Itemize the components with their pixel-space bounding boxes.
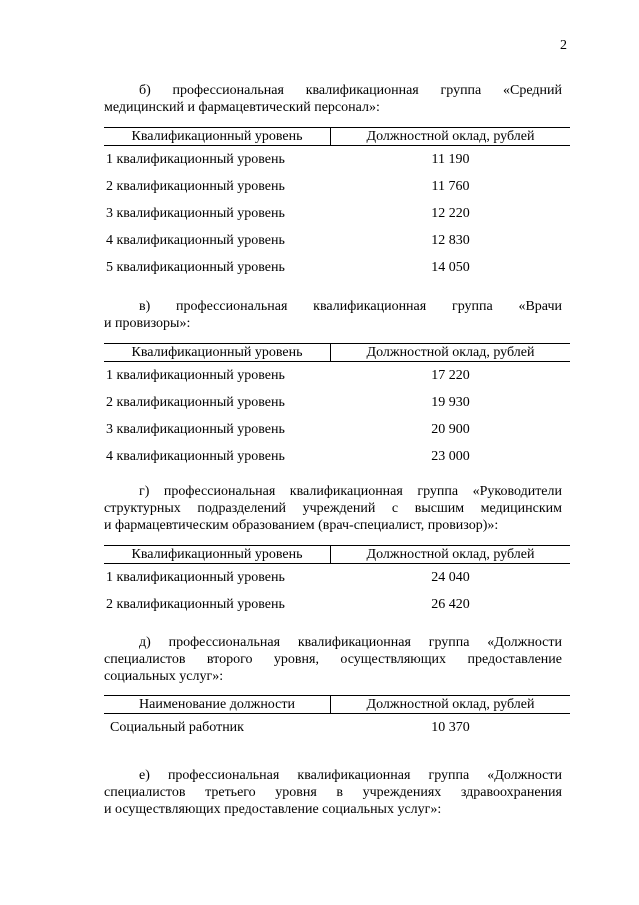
paragraph-line: и осуществляющих предоставление социальных услуг»: — [104, 802, 442, 817]
row-salary: 19 930 — [431, 395, 470, 410]
row-salary: 14 050 — [431, 260, 470, 275]
header-salary: Должностной оклад, рублей — [366, 697, 535, 712]
row-level: 4 квалификационный уровень — [106, 449, 285, 464]
row-salary: 17 220 — [431, 368, 470, 383]
table-row — [104, 591, 570, 618]
table-header — [104, 127, 570, 146]
paragraph-line: социальных услуг»: — [104, 669, 224, 684]
table-row — [104, 564, 570, 591]
paragraph-line: б) профессиональная квалификационная группа «Средний — [139, 83, 562, 98]
row-salary: 10 370 — [431, 720, 470, 735]
row-salary: 23 000 — [431, 449, 470, 464]
table-row — [104, 173, 570, 200]
table-row — [104, 443, 570, 470]
header-salary: Должностной оклад, рублей — [366, 547, 535, 562]
row-level: 1 квалификационный уровень — [106, 152, 285, 167]
header-qualification-level: Квалификационный уровень — [131, 129, 303, 144]
paragraph-e — [104, 767, 562, 818]
row-salary: 12 830 — [431, 233, 470, 248]
table-row — [104, 146, 570, 173]
row-salary: 26 420 — [431, 597, 470, 612]
row-level: 1 квалификационный уровень — [106, 570, 285, 585]
row-level: 3 квалификационный уровень — [106, 206, 285, 221]
row-salary: 12 220 — [431, 206, 470, 221]
header-qualification-level: Квалификационный уровень — [131, 547, 303, 562]
paragraph-line: и провизоры»: — [104, 316, 191, 331]
paragraph-line: е) профессиональная квалификационная группа «Должности — [139, 768, 562, 783]
row-level: 2 квалификационный уровень — [106, 395, 285, 410]
paragraph-b — [104, 82, 562, 116]
table-row — [104, 227, 570, 254]
row-level: 2 квалификационный уровень — [106, 597, 285, 612]
paragraph-line: г) профессиональная квалификационная группа «Руководители — [139, 484, 562, 499]
table-row — [104, 254, 570, 281]
row-level: 2 квалификационный уровень — [106, 179, 285, 194]
table-row — [104, 200, 570, 227]
table-row — [104, 416, 570, 443]
header-salary: Должностной оклад, рублей — [366, 345, 535, 360]
row-salary: 20 900 — [431, 422, 470, 437]
table-row — [104, 389, 570, 416]
table-header — [104, 545, 570, 564]
row-salary: 24 040 — [431, 570, 470, 585]
page-number: 2 — [560, 38, 567, 53]
row-level: 1 квалификационный уровень — [106, 368, 285, 383]
table-g — [104, 545, 570, 618]
table-header — [104, 695, 570, 714]
paragraph-g — [104, 483, 562, 534]
row-level: 5 квалификационный уровень — [106, 260, 285, 275]
row-position: Социальный работник — [110, 720, 244, 735]
row-level: 4 квалификационный уровень — [106, 233, 285, 248]
table-v — [104, 343, 570, 470]
paragraph-line: специалистов второго уровня, осуществляющих предоставление — [104, 652, 562, 667]
row-level: 3 квалификационный уровень — [106, 422, 285, 437]
table-b — [104, 127, 570, 281]
header-qualification-level: Квалификационный уровень — [131, 345, 303, 360]
paragraph-line: в) профессиональная квалификационная группа «Врачи — [139, 299, 562, 314]
row-salary: 11 190 — [431, 152, 470, 167]
paragraph-line: и фармацевтическим образованием (врач-специалист, провизор)»: — [104, 518, 499, 533]
header-position-name: Наименование должности — [139, 697, 295, 712]
paragraph-line: специалистов третьего уровня в учреждениях здравоохранения — [104, 785, 562, 800]
paragraph-line: медицинский и фармацевтический персонал»: — [104, 100, 380, 115]
table-header — [104, 343, 570, 362]
paragraph-line: д) профессиональная квалификационная группа «Должности — [139, 635, 562, 650]
table-row — [104, 714, 570, 741]
table-row — [104, 362, 570, 389]
paragraph-line: структурных подразделений учреждений с высшим медицинским — [104, 501, 562, 516]
table-d — [104, 695, 570, 741]
header-salary: Должностной оклад, рублей — [366, 129, 535, 144]
row-salary: 11 760 — [431, 179, 470, 194]
paragraph-d — [104, 634, 562, 685]
paragraph-v — [104, 298, 562, 332]
